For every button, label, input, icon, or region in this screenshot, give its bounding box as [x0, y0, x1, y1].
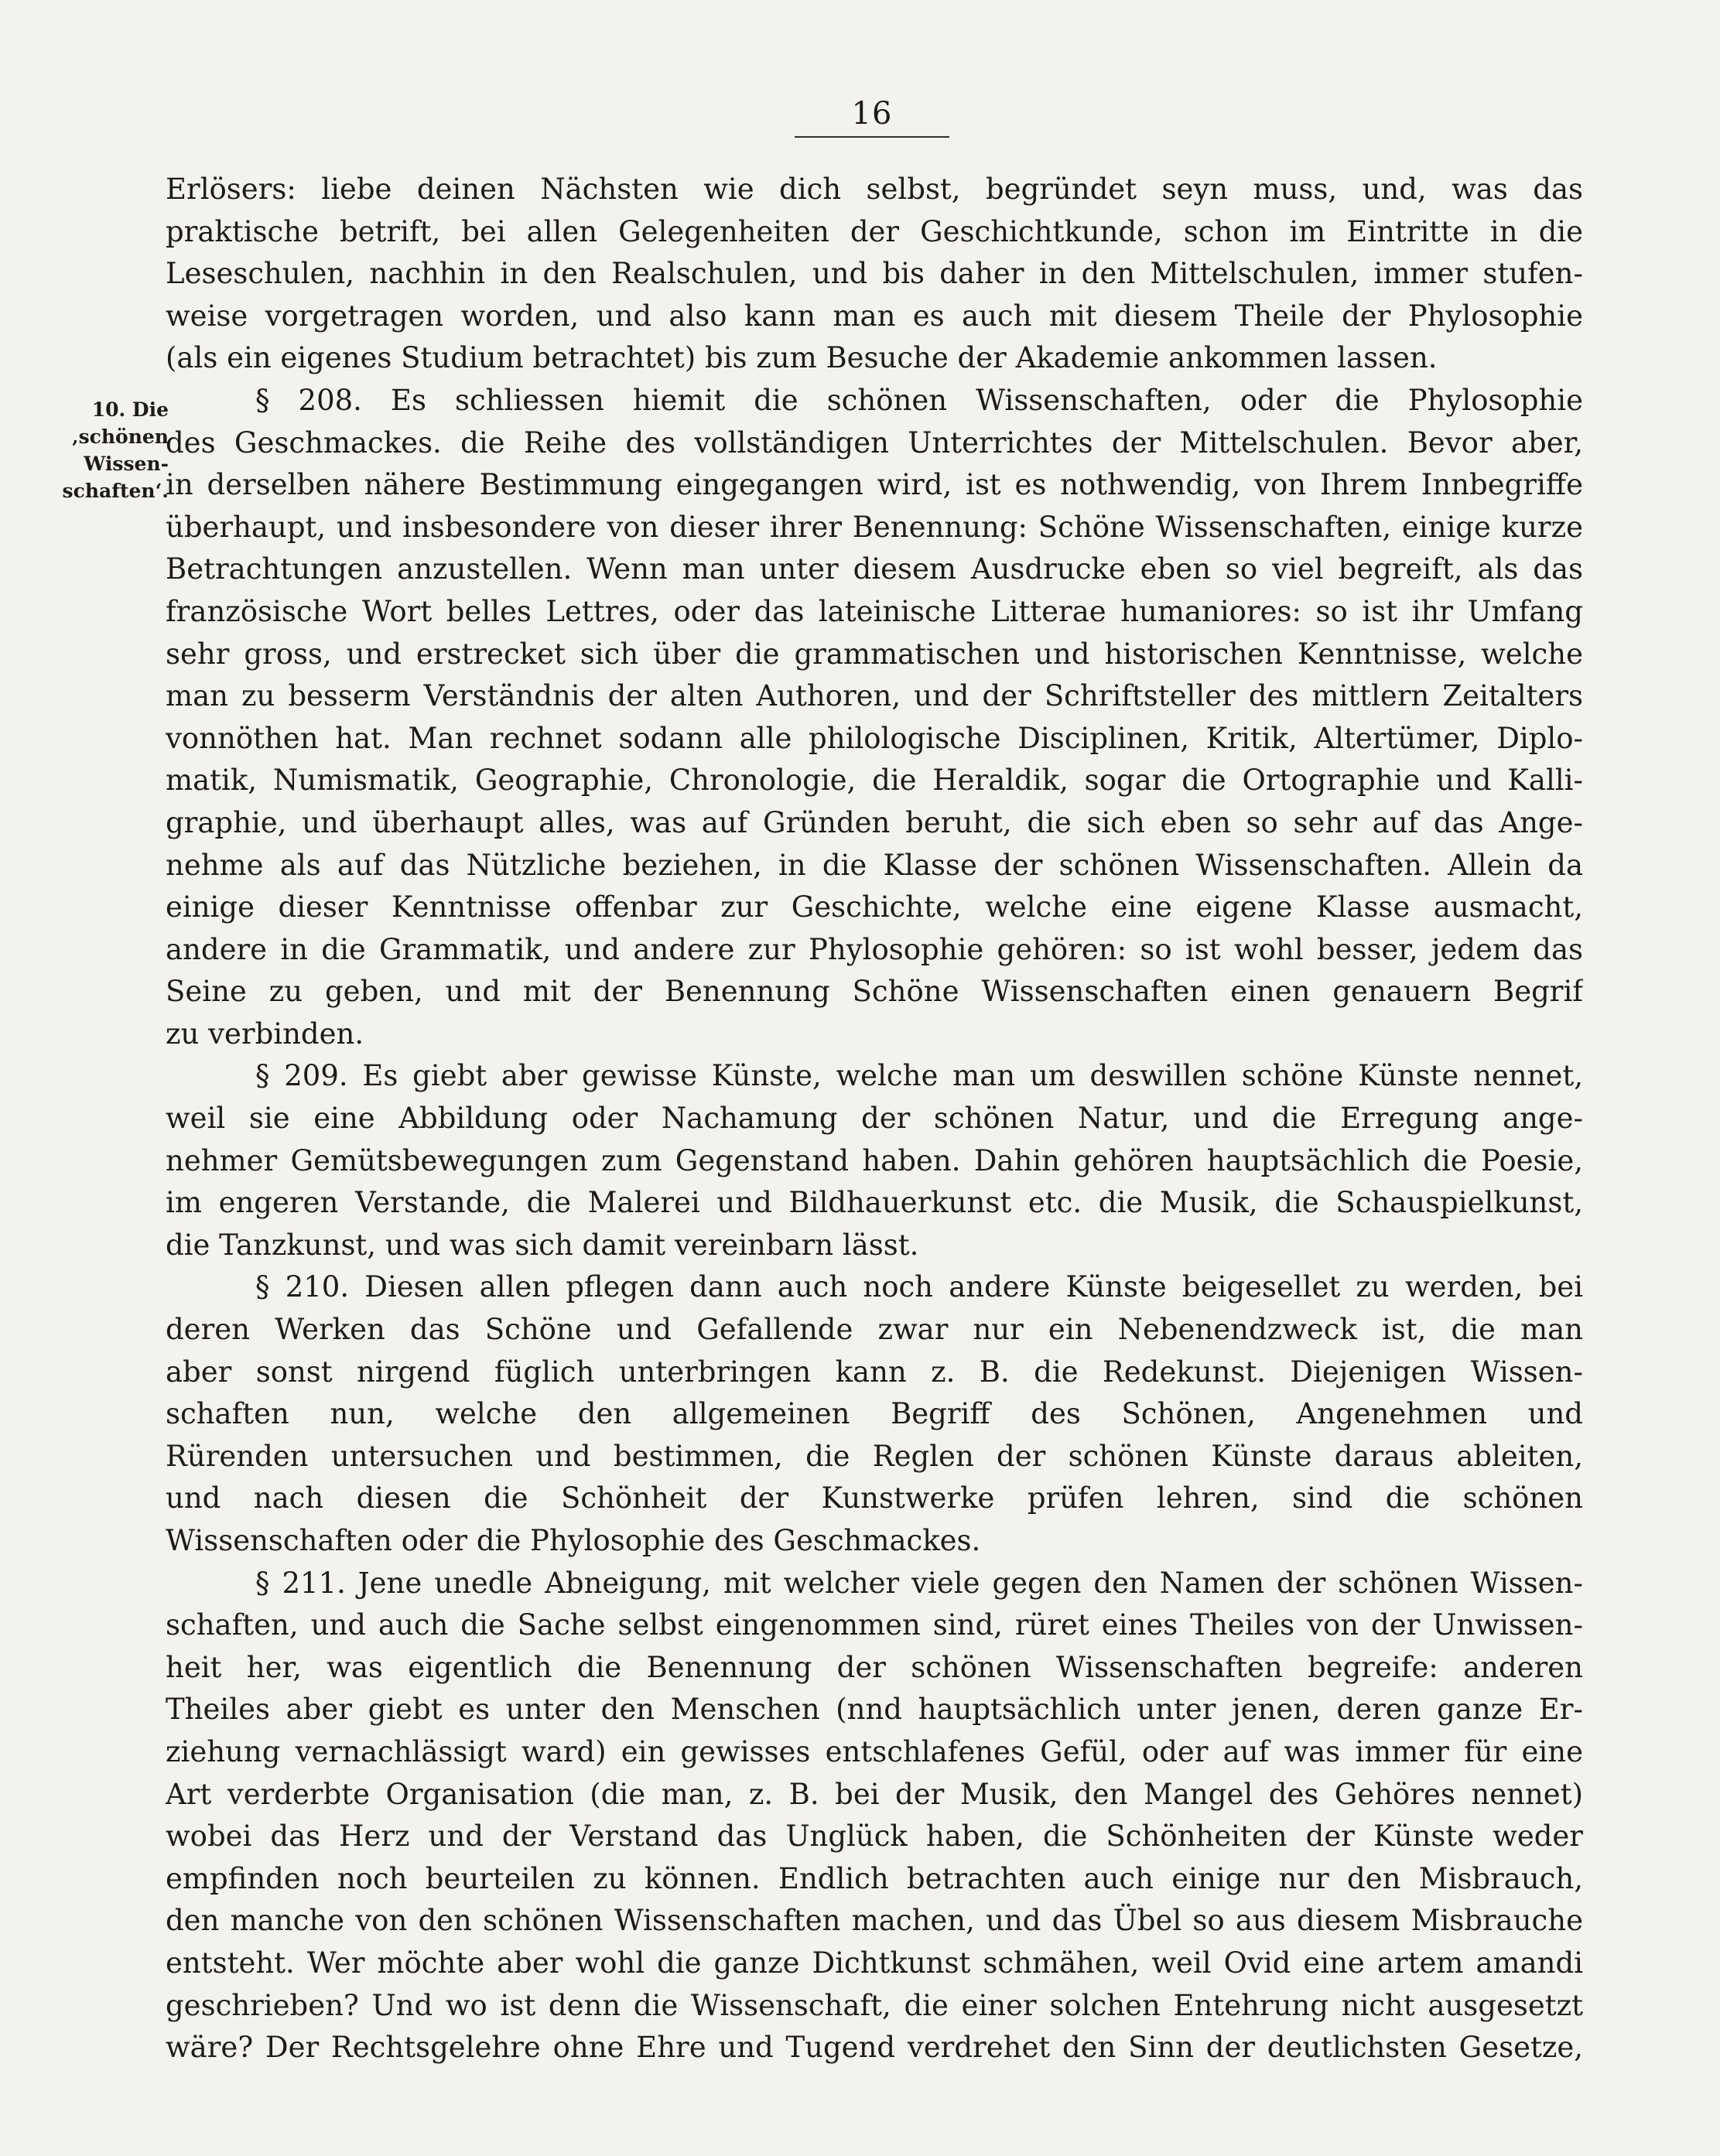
text-line: schaften, und auch die Sache selbst eingenommen sind, rüret eines Theiles von der Unwissen- — [166, 1608, 1583, 1642]
text-line: vonnöthen hat. Man rechnet sodann alle philologische Disciplinen, Kritik, Altertümer, Diplo- — [166, 721, 1583, 755]
text-line: andere in die Grammatik, und andere zur Phylosophie gehören: so ist wohl besser, jedem das — [166, 932, 1583, 966]
text-line: aber sonst nirgend füglich unterbringen kann z. B. die Redekunst. Diejenigen Wissen- — [166, 1355, 1583, 1389]
text-line: französische Wort belles Lettres, oder das lateinische Litterae humaniores: so ist ihr Umfang — [166, 594, 1583, 628]
text-line: nehme als auf das Nützliche beziehen, in die Klasse der schönen Wissenschaften. Allein da — [166, 848, 1583, 882]
text-line: matik, Numismatik, Geographie, Chronologie, die Heraldik, sogar die Ortographie und Kalli- — [166, 764, 1583, 798]
text-line: überhaupt, und insbesondere von dieser ihrer Benennung: Schöne Wissenschaften, einige kurze — [166, 510, 1583, 544]
text-line: entsteht. Wer möchte aber wohl die ganze Dichtkunst schmähen, weil Ovid eine artem amandi — [166, 1946, 1583, 1980]
text-line: wäre? Der Rechtsgelehre ohne Ehre und Tugend verdrehet den Sinn der deutlichsten Gesetze, — [166, 2031, 1583, 2065]
text-line: die Tanzkunst, und was sich damit vereinbarn lässt. — [166, 1228, 919, 1262]
margin-note-line: schaften‘. — [62, 480, 169, 502]
text-line: sehr gross, und erstrecket sich über die grammatischen und historischen Kenntnisse, welche — [166, 637, 1583, 671]
margin-note-line: Wissen- — [84, 453, 169, 475]
text-line: zu verbinden. — [166, 1016, 364, 1051]
margin-note-line: 10. Die ‚schönen — [71, 398, 169, 448]
text-line: § 209. Es giebt aber gewisse Künste, welche man um deswillen schöne Künste nennet, — [255, 1059, 1583, 1093]
text-line: Art verderbte Organisation (die man, z. B. bei der Musik, den Mangel des Gehöres nennet) — [166, 1777, 1583, 1811]
margin-note — [6, 396, 169, 504]
text-line: Theiles aber giebt es unter den Menschen (nnd hauptsächlich unter jenen, deren ganze Er- — [166, 1693, 1583, 1727]
text-line: Erlösers: liebe deinen Nächsten wie dich selbst, begründet seyn muss, und, was das — [166, 173, 1583, 206]
text-line: geschrieben? Und wo ist denn die Wissenschaft, die einer solchen Entehrung nicht ausgesetzt — [166, 1988, 1583, 2022]
text-line: Betrachtungen anzustellen. Wenn man unter diesem Ausdrucke eben so viel begreift, als das — [166, 552, 1583, 586]
text-line: Leseschulen, nachhin in den Realschulen, und bis daher in den Mittelschulen, immer stufen- — [166, 257, 1583, 291]
text-line: nehmer Gemütsbewegungen zum Gegenstand haben. Dahin gehören hauptsächlich die Poesie, — [166, 1143, 1583, 1177]
text-line: ziehung vernachlässigt ward) ein gewisses entschlafenes Gefül, oder auf was immer für eine — [166, 1734, 1583, 1768]
text-line: empfinden noch beurteilen zu können. Endlich betrachten auch einige nur den Misbrauch, — [166, 1861, 1583, 1895]
text-line: einige dieser Kenntnisse offenbar zur Geschichte, welche eine eigene Klasse ausmacht, — [166, 890, 1583, 924]
text-line: § 208. Es schliessen hiemit die schönen Wissenschaften, oder die Phylosophie — [255, 383, 1583, 417]
text-line: im engeren Verstande, die Malerei und Bildhauerkunst etc. die Musik, die Schauspielkunst, — [166, 1186, 1583, 1220]
body-text — [166, 169, 1583, 2069]
text-line: in derselben nähere Bestimmung eingegangen wird, ist es nothwendig, von Ihrem Innbegriffe — [166, 468, 1583, 502]
text-line: wobei das Herz und der Verstand das Unglück haben, die Schönheiten der Künste weder — [166, 1819, 1583, 1854]
text-line: des Geschmackes. die Reihe des vollständigen Unterrichtes der Mittelschulen. Bevor aber, — [166, 425, 1583, 460]
text-line: schaften nun, welche den allgemeinen Begriff des Schönen, Angenehmen und — [166, 1397, 1583, 1431]
text-line: weise vorgetragen worden, und also kann man es auch mit diesem Theile der Phylosophie — [166, 299, 1583, 333]
text-line: deren Werken das Schöne und Gefallende zwar nur ein Nebenendzweck ist, die man — [166, 1313, 1583, 1347]
text-line: § 211. Jene unedle Abneigung, mit welcher viele gegen den Namen der schönen Wissen- — [255, 1566, 1583, 1600]
text-line: heit her, was eigentlich die Benennung der schönen Wissenschaften begreife: anderen — [166, 1650, 1583, 1684]
page-number: 16 — [851, 96, 893, 132]
text-line: graphie, und überhaupt alles, was auf Gründen beruht, die sich eben so sehr auf das Ange- — [166, 805, 1583, 839]
page-number-rule — [795, 136, 949, 138]
text-line: und nach diesen die Schönheit der Kunstwerke prüfen lehren, sind die schönen — [166, 1481, 1583, 1515]
text-line: Wissenschaften oder die Phylosophie des Geschmackes. — [166, 1524, 981, 1557]
text-line: man zu besserm Verständnis der alten Authoren, und der Schriftsteller des mittlern Zeitalters — [166, 679, 1583, 713]
text-line: (als ein eigenes Studium betrachtet) bis zum Besuche der Akademie ankommen lassen. — [166, 341, 1438, 375]
text-line: Seine zu geben, und mit der Benennung Schöne Wissenschaften einen genauern Begrif — [166, 975, 1583, 1009]
text-line: den manche von den schönen Wissenschaften machen, und das Übel so aus diesem Misbrauche — [166, 1904, 1583, 1938]
text-line: § 210. Diesen allen pflegen dann auch noch andere Künste beigesellet zu werden, bei — [255, 1270, 1583, 1304]
text-line: Rürenden untersuchen und bestimmen, die Reglen der schönen Künste daraus ableiten, — [166, 1439, 1583, 1473]
text-line: praktische betrift, bei allen Gelegenheiten der Geschichtkunde, schon im Eintritte in die — [166, 214, 1583, 248]
text-line: weil sie eine Abbildung oder Nachamung der schönen Natur, und die Erregung ange- — [166, 1102, 1583, 1136]
